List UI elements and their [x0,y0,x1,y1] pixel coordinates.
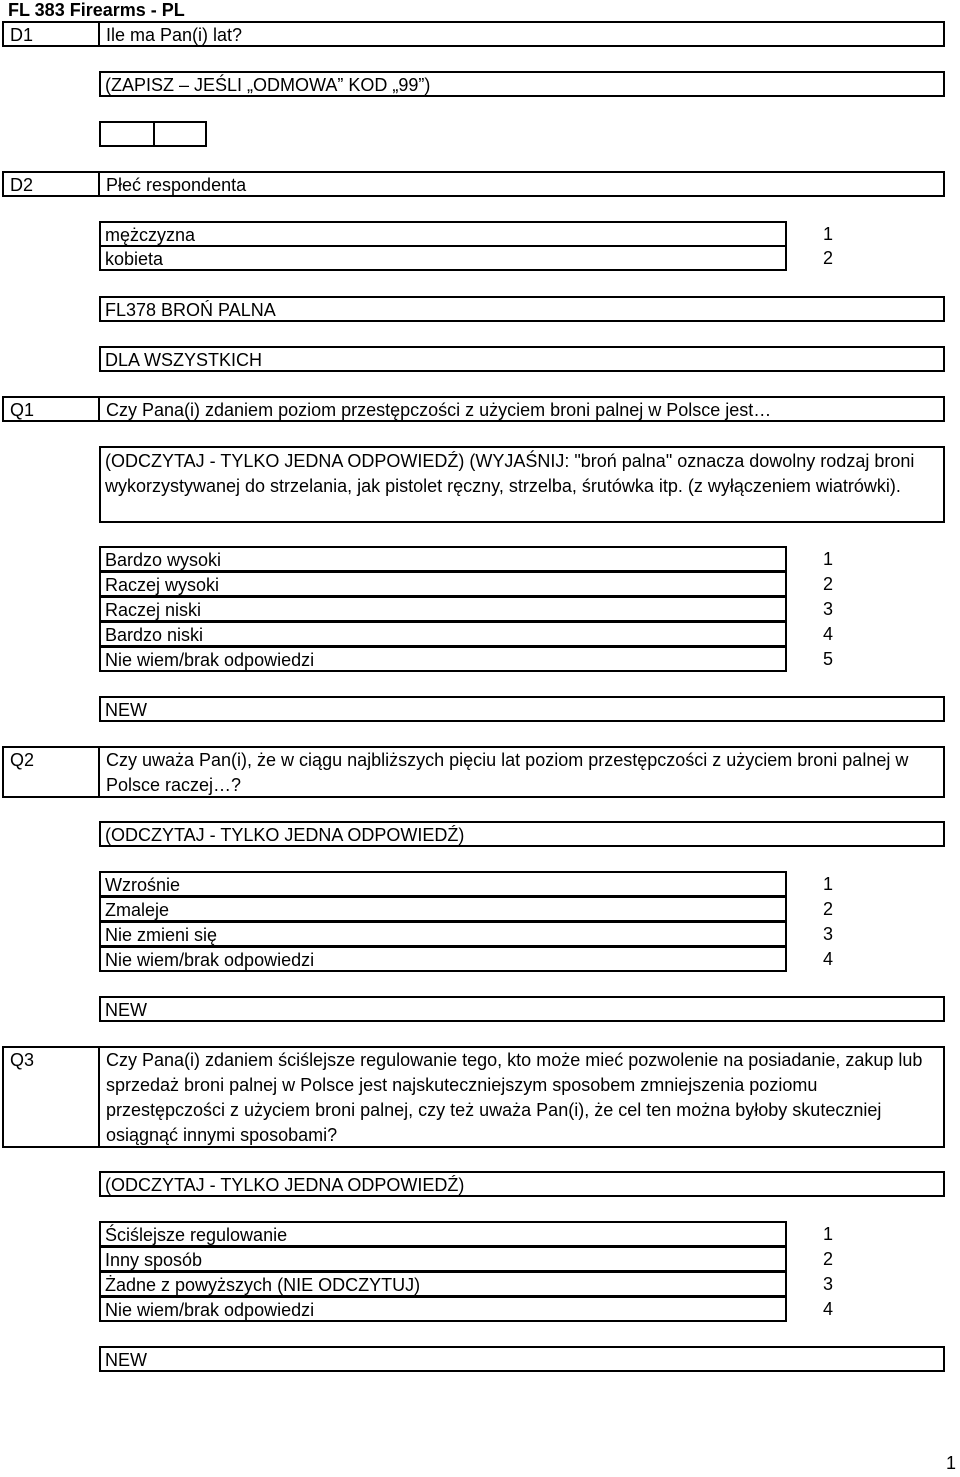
d1-row [2,21,945,47]
q2-option-2-code: 2 [823,899,834,919]
q1-option-4[interactable]: Bardzo niski [99,621,787,647]
q3-option-2-code: 2 [823,1249,834,1269]
q2-option-2[interactable]: Zmaleje [99,896,787,922]
q2-code: Q2 [10,750,35,770]
q2-option-1-code: 1 [823,874,834,894]
q1-question: Czy Pana(i) zdaniem poziom przestępczości z użyciem broni palnej w Polsce jest… [106,400,772,420]
q2-question: Czy uważa Pan(i), że w ciągu najbliższych pięciu lat poziom przestępczości z użyciem broni palnej w Polsce raczej…? [106,750,909,795]
q1-option-2-code: 2 [823,574,834,594]
q1-option-5[interactable]: Nie wiem/brak odpowiedzi [99,646,787,672]
q1-option-1[interactable]: Bardzo wysoki [99,546,787,572]
d1-code: D1 [10,25,34,45]
q3-instruction: (ODCZYTAJ - TYLKO JEDNA ODPOWIEDŹ) [99,1171,945,1197]
q3-option-4-code: 4 [823,1299,834,1319]
q1-instruction: (ODCZYTAJ - TYLKO JEDNA ODPOWIEDŹ) (WYJAŚNIJ: "broń palna" oznacza dowolny rodzaj broni wykorzystywanej do strzelania, jak pistolet ręczny, strzelba, śrutówka itp. (z wyłączeniem wiatrówki). [99,446,945,523]
q3-option-4[interactable]: Nie wiem/brak odpowiedzi [99,1296,787,1322]
q3-new-tag: NEW [99,1346,945,1372]
q2-option-4-code: 4 [823,949,834,969]
q1-option-3[interactable]: Raczej niski [99,596,787,622]
age-input-box-2[interactable] [153,121,207,147]
q1-code: Q1 [10,400,35,420]
q2-instruction: (ODCZYTAJ - TYLKO JEDNA ODPOWIEDŹ) [99,821,945,847]
document-title: FL 383 Firearms - PL [8,0,185,20]
d1-divider [98,21,100,47]
q2-option-3-code: 3 [823,924,834,944]
q3-option-2[interactable]: Inny sposób [99,1246,787,1272]
q2-new-tag: NEW [99,996,945,1022]
q3-divider [98,1046,100,1148]
d1-question: Ile ma Pan(i) lat? [106,25,243,45]
d2-divider [98,171,100,197]
d2-option-2-code: 2 [823,248,834,268]
d2-row [2,171,945,197]
q2-option-1[interactable]: Wzrośnie [99,871,787,897]
d1-instruction: (ZAPISZ – JEŚLI „ODMOWA” KOD „99”) [99,71,945,97]
q1-option-4-code: 4 [823,624,834,644]
q3-code: Q3 [10,1050,35,1070]
q1-option-2[interactable]: Raczej wysoki [99,571,787,597]
page-number: 1 [946,1453,957,1473]
age-input-box-1[interactable] [99,121,155,147]
d2-question: Płeć respondenta [106,175,247,195]
section-audience: DLA WSZYSTKICH [99,346,945,372]
q2-divider [98,746,100,798]
q1-option-3-code: 3 [823,599,834,619]
q3-option-1[interactable]: Ściślejsze regulowanie [99,1221,787,1247]
q2-option-4[interactable]: Nie wiem/brak odpowiedzi [99,946,787,972]
section-title: FL378 BROŃ PALNA [99,296,945,322]
q3-option-1-code: 1 [823,1224,834,1244]
q1-option-1-code: 1 [823,549,834,569]
q1-row [2,396,945,422]
q2-row [2,746,945,798]
q1-divider [98,396,100,422]
d2-option-1-code: 1 [823,224,834,244]
q1-option-5-code: 5 [823,649,834,669]
q3-row [2,1046,945,1148]
q3-option-3[interactable]: Żadne z powyższych (NIE ODCZYTUJ) [99,1271,787,1297]
q3-option-3-code: 3 [823,1274,834,1294]
q2-option-3[interactable]: Nie zmieni się [99,921,787,947]
d2-code: D2 [10,175,34,195]
d2-option-1[interactable]: mężczyzna [99,221,787,247]
q1-new-tag: NEW [99,696,945,722]
d2-option-2[interactable]: kobieta [99,245,787,271]
q3-question: Czy Pana(i) zdaniem ściślejsze regulowanie tego, kto może mieć pozwolenie na posiadanie, zakup lub sprzedaż broni palnej w Polsce jest najskuteczniejszym sposobem zmniejszenia poziomu przestępczości z użyciem broni palnej, czy też uważa Pan(i), że cel ten można byłoby skuteczniej osiągnąć innymi sposobami? [106,1050,923,1145]
